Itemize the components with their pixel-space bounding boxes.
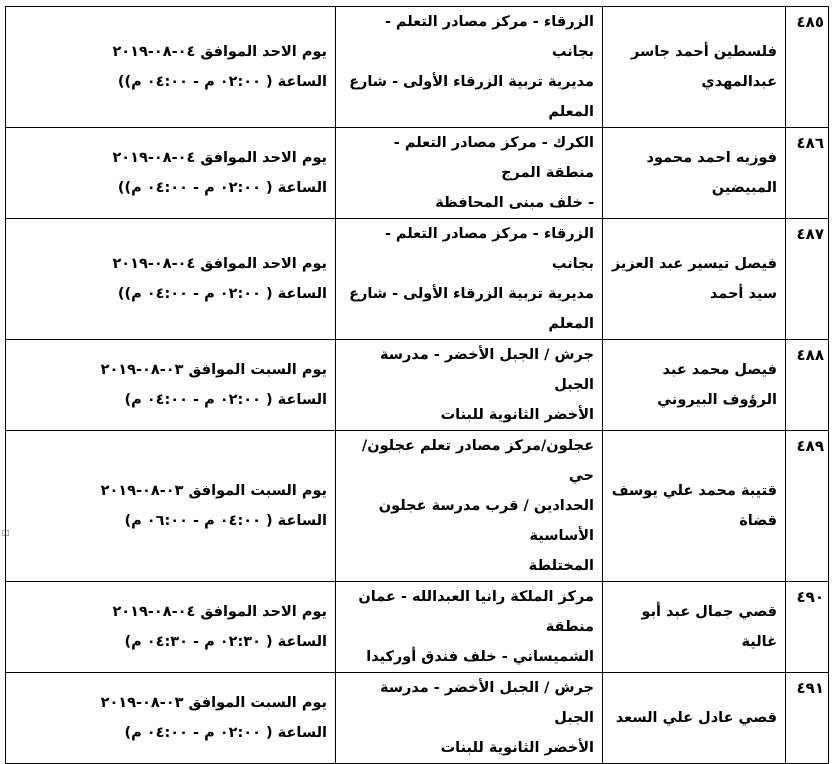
- exam-location: [336, 219, 603, 340]
- location-line: جرش / الجبل الأخضر - مدرسة الجبل: [379, 680, 594, 726]
- table-row: [6, 673, 829, 764]
- date-line: يوم السبت الموافق ٠٣-٠٨-٢٠١٩: [100, 483, 327, 499]
- row-number: ٤٨٧: [786, 219, 829, 340]
- table-row: [6, 340, 829, 431]
- exam-location: [336, 431, 603, 582]
- location-line: المختلطة: [528, 558, 594, 574]
- person-name: فيصل تيسير عبد العزيز سيد أحمد: [603, 219, 786, 340]
- time-line: الساعة ( ٠٢:٠٠ م - ٠٤:٠٠ م)): [117, 180, 327, 196]
- location-line: جرش / الجبل الأخضر - مدرسة الجبل: [379, 347, 594, 393]
- time-line: الساعة ( ٠٤:٠٠ م - ٠٦:٠٠ م): [124, 513, 327, 529]
- exam-location: [336, 340, 603, 431]
- exam-date: [6, 128, 336, 219]
- person-name: فيصل محمد عبد الرؤوف البيروني: [603, 340, 786, 431]
- person-name: فلسطين أحمد جاسر عبدالمهدي: [603, 7, 786, 128]
- exam-location: [336, 582, 603, 673]
- location-line: مديرية تربية الزرقاء الأولى - شارع المعلم: [349, 286, 594, 332]
- exam-date: [6, 340, 336, 431]
- exam-location: [336, 673, 603, 764]
- exam-date: [6, 7, 336, 128]
- exam-location: [336, 128, 603, 219]
- person-name: قتيبة محمد علي يوسف قضاة: [603, 431, 786, 582]
- location-line: الكرك - مركز مصادر التعلم - منطقة المرج: [393, 135, 594, 181]
- time-line: الساعة ( ٠٢:٠٠ م - ٠٤:٠٠ م): [124, 725, 327, 741]
- exam-location: [336, 7, 603, 128]
- row-number: ٤٨٦: [786, 128, 829, 219]
- location-line: الزرقاء - مركز مصادر التعلم - بجانب: [384, 14, 594, 60]
- time-line: الساعة ( ٠٢:٣٠ م - ٠٤:٣٠ م): [124, 634, 327, 650]
- date-line: يوم السبت الموافق ٠٣-٠٨-٢٠١٩: [100, 362, 327, 378]
- date-line: يوم الاحد الموافق ٠٤-٠٨-٢٠١٩: [112, 256, 327, 272]
- row-number: ٤٨٥: [786, 7, 829, 128]
- date-line: يوم السبت الموافق ٠٣-٠٨-٢٠١٩: [100, 695, 327, 711]
- time-line: الساعة ( ٠٢:٠٠ م - ٠٤:٠٠ م)): [117, 286, 327, 302]
- location-line: - خلف مبنى المحافظة: [435, 195, 594, 211]
- row-number: ٤٨٩: [786, 431, 829, 582]
- location-line: مديرية تربية الزرقاء الأولى - شارع المعلم: [349, 74, 594, 120]
- table-row: [6, 582, 829, 673]
- time-line: الساعة ( ٠٢:٠٠ م - ٠٤:٠٠ م)): [117, 74, 327, 90]
- person-name: قصي عادل علي السعد: [603, 673, 786, 764]
- exam-date: [6, 673, 336, 764]
- row-number: ٤٨٨: [786, 340, 829, 431]
- location-line: الشميساني - خلف فندق أوركيدا: [366, 649, 594, 665]
- exam-date: [6, 219, 336, 340]
- time-line: الساعة ( ٠٢:٠٠ م - ٠٤:٠٠ م): [124, 392, 327, 408]
- date-line: يوم الاحد الموافق ٠٤-٠٨-٢٠١٩: [112, 44, 327, 60]
- location-line: الحدادين / قرب مدرسة عجلون الأساسية: [378, 498, 594, 544]
- location-line: الأخضر الثانوية للبنات: [440, 740, 594, 756]
- person-name: قصي جمال عبد أبو غالية: [603, 582, 786, 673]
- location-line: الزرقاء - مركز مصادر التعلم - بجانب: [384, 226, 594, 272]
- exam-date: [6, 582, 336, 673]
- page-corner-mark: □: [2, 528, 10, 537]
- location-line: عجلون/مركز مصادر تعلم عجلون/حي: [361, 438, 594, 484]
- person-name: فوزيه احمد محمود المبيضين: [603, 128, 786, 219]
- row-number: ٤٩٠: [786, 582, 829, 673]
- table-row: [6, 431, 829, 582]
- table-row: [6, 128, 829, 219]
- exam-date: [6, 431, 336, 582]
- row-number: ٤٩١: [786, 673, 829, 764]
- table-row: [6, 219, 829, 340]
- results-table: [5, 6, 829, 764]
- table-row: [6, 7, 829, 128]
- date-line: يوم الاحد الموافق ٠٤-٠٨-٢٠١٩: [112, 604, 327, 620]
- date-line: يوم الاحد الموافق ٠٤-٠٨-٢٠١٩: [112, 150, 327, 166]
- location-line: مركز الملكة رانيا العبدالله - عمان منطقة: [358, 589, 594, 635]
- location-line: الأخضر الثانوية للبنات: [440, 407, 594, 423]
